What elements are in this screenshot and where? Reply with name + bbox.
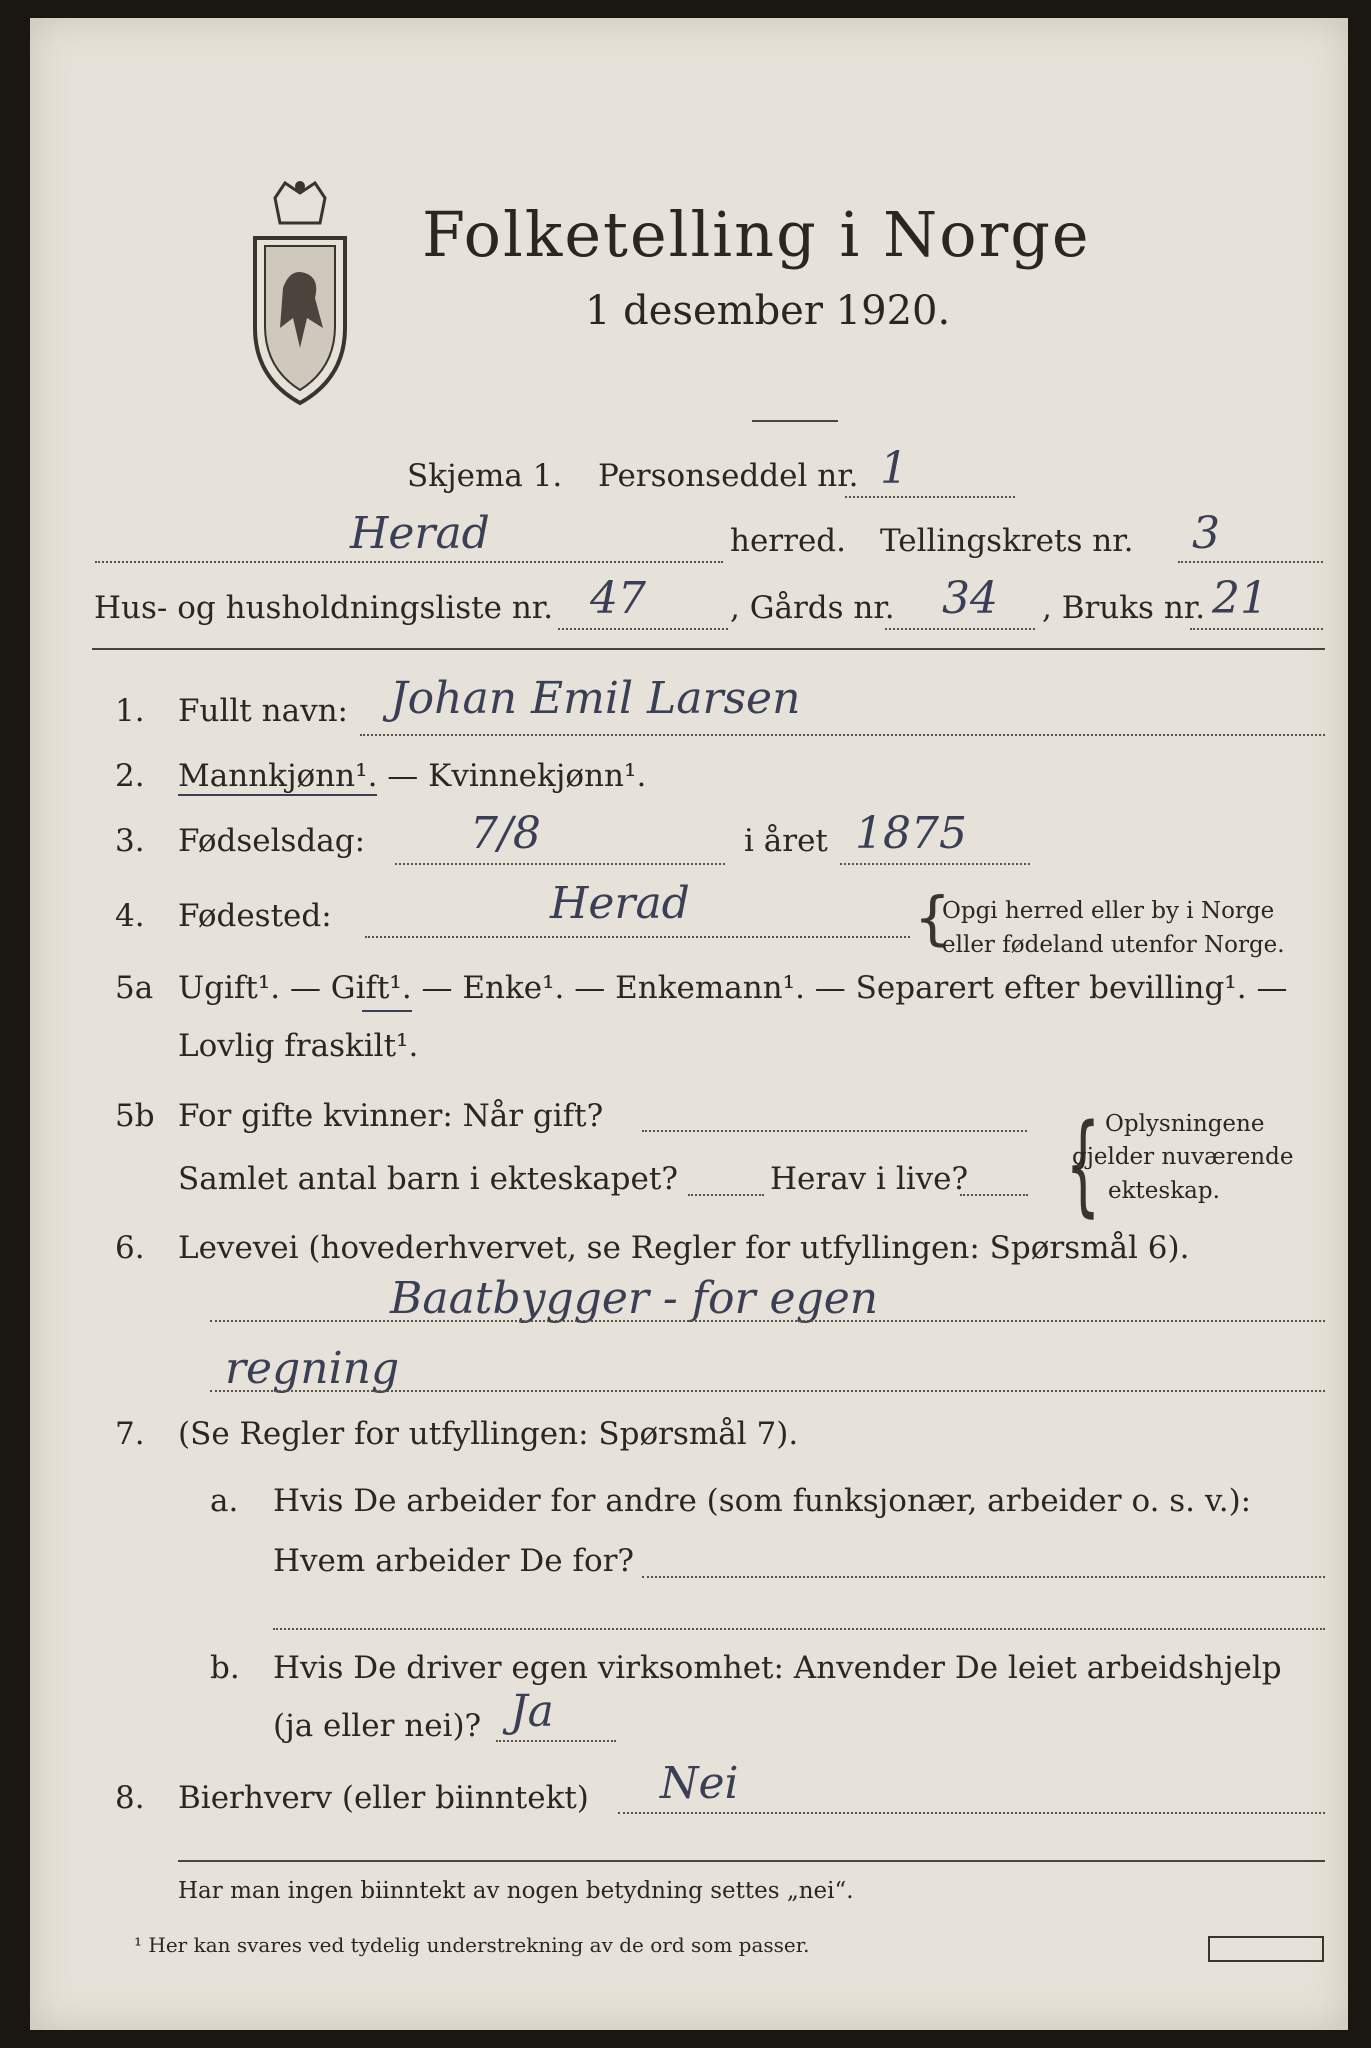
schema-label: Skjema 1. <box>407 458 563 494</box>
brace-4: { <box>914 884 951 952</box>
birthplace-note-2: eller fødeland utenfor Norge. <box>942 932 1285 958</box>
item-7-number: 7. <box>115 1416 145 1452</box>
item-7-label: (Se Regler for utfyllingen: Spørsmål 7). <box>178 1416 799 1452</box>
employer-label: Hvem arbeider De for? <box>273 1543 635 1579</box>
item-8-number: 8. <box>115 1780 145 1816</box>
occupation-value-1[interactable]: Baatbygger - for egen <box>390 1273 879 1324</box>
side-income-label: Bierhverv (eller biinntekt) <box>178 1780 589 1816</box>
birth-year-value[interactable]: 1875 <box>855 808 967 859</box>
note-5b-1: Oplysningene <box>1105 1111 1265 1137</box>
item-1-number: 1. <box>115 693 145 729</box>
footnote: ¹ Her kan svares ved tydelig understrekning av de ord som passer. <box>134 1933 810 1957</box>
herred-label: herred. <box>730 523 846 559</box>
item-5a-number: 5a <box>115 970 154 1006</box>
occupation-label: Levevei (hovederhvervet, se Regler for utfyllingen: Spørsmål 6). <box>178 1230 1190 1266</box>
item-4-number: 4. <box>115 898 145 934</box>
year-label: i året <box>744 823 828 859</box>
side-income-value[interactable]: Nei <box>660 1758 739 1809</box>
birthplace-note-1: Opgi herred eller by i Norge <box>942 898 1275 924</box>
tellingskrets-value[interactable]: 3 <box>1192 508 1220 559</box>
husholdningsliste-value[interactable]: 47 <box>590 573 646 624</box>
census-date: 1 desember 1920. <box>585 288 951 334</box>
full-name-value[interactable]: Johan Emil Larsen <box>390 673 801 724</box>
birthplace-label: Fødested: <box>178 898 332 934</box>
husholdningsliste-label: Hus- og husholdningsliste nr. <box>94 590 554 626</box>
birthplace-value[interactable]: Herad <box>550 878 690 929</box>
coat-of-arms-icon <box>245 178 355 408</box>
item-2-number: 2. <box>115 758 145 794</box>
item-1-label: Fullt navn: <box>178 693 348 729</box>
side-income-note: Har man ingen biinntekt av nogen betydning settes „nei“. <box>178 1878 854 1904</box>
printer-stamp <box>1208 1936 1324 1962</box>
alive-label: Herav i live? <box>770 1161 969 1197</box>
item-7b-value[interactable]: Ja <box>510 1686 554 1737</box>
gender-options: Mannkjønn¹. — Kvinnekjønn¹. <box>178 758 647 794</box>
personseddel-value[interactable]: 1 <box>880 443 908 494</box>
tellingskrets-label: Tellingskrets nr. <box>880 523 1134 559</box>
gift-underline <box>362 1010 412 1012</box>
item-7a-label: Hvis De arbeider for andre (som funksjonær, arbeider o. s. v.): <box>273 1483 1252 1519</box>
herred-value[interactable]: Herad <box>350 508 490 559</box>
bruks-value[interactable]: 21 <box>1212 573 1268 624</box>
gards-value[interactable]: 34 <box>942 573 998 624</box>
married-when-label: For gifte kvinner: Når gift? <box>178 1098 604 1134</box>
item-7a-letter: a. <box>210 1483 239 1519</box>
option-kvinnekjonn[interactable]: Kvinnekjønn¹. <box>428 758 647 794</box>
item-7b-yesno-label: (ja eller nei)? <box>273 1708 482 1744</box>
birthday-label: Fødselsdag: <box>178 823 366 859</box>
marital-options[interactable]: Ugift¹. — Gift¹. — Enke¹. — Enkemann¹. — Separert efter bevilling¹. — <box>178 970 1288 1006</box>
section-rule <box>178 1860 1325 1862</box>
option-mannkjonn[interactable]: Mannkjønn¹. <box>178 758 378 794</box>
item-3-number: 3. <box>115 823 145 859</box>
children-label: Samlet antal barn i ekteskapet? <box>178 1161 678 1197</box>
item-7b-letter: b. <box>210 1650 240 1686</box>
gards-label: , Gårds nr. <box>730 590 895 626</box>
bruks-label: , Bruks nr. <box>1042 590 1206 626</box>
marital-options-2[interactable]: Lovlig fraskilt¹. <box>178 1028 419 1064</box>
occupation-value-2[interactable]: regning <box>225 1343 400 1394</box>
note-5b-2: gjelder nuværende <box>1072 1144 1294 1170</box>
item-7b-label: Hvis De driver egen virksomhet: Anvender De leiet arbeidshjelp <box>273 1650 1282 1686</box>
item-6-number: 6. <box>115 1230 145 1266</box>
header-rule <box>92 648 1325 650</box>
page-title: Folketelling i Norge <box>422 198 1091 271</box>
title-divider <box>752 420 838 422</box>
brace-5b: { <box>1065 1100 1101 1228</box>
personseddel-label: Personseddel nr. <box>598 458 859 494</box>
birthday-value[interactable]: 7/8 <box>470 808 541 859</box>
item-5b-number: 5b <box>115 1098 155 1134</box>
note-5b-3: ekteskap. <box>1108 1178 1220 1204</box>
census-form-page <box>30 18 1348 2030</box>
